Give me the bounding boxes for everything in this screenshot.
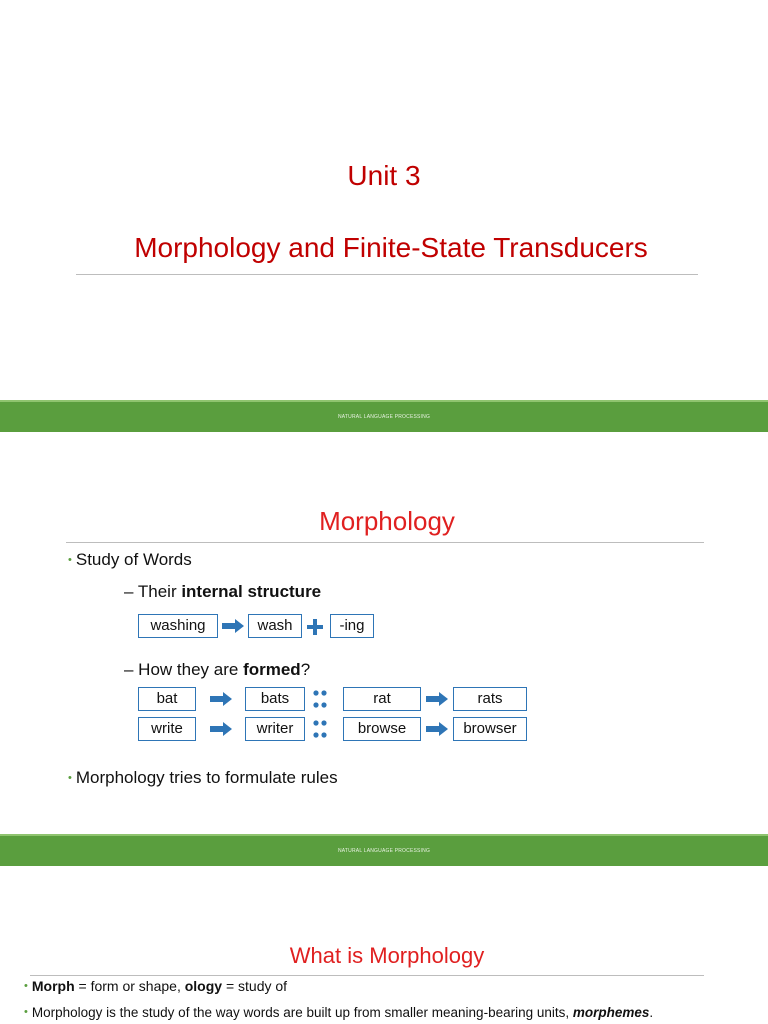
arrow-right-icon bbox=[426, 692, 448, 706]
plus-icon bbox=[307, 619, 323, 635]
slide3-title-rule bbox=[30, 975, 704, 976]
slide3-bullet1: • Morph = form or shape, ology = study of bbox=[24, 978, 288, 994]
morph-box: rats bbox=[453, 687, 527, 711]
slide2-title: Morphology bbox=[319, 506, 455, 536]
bullet-dot-icon: • bbox=[24, 980, 28, 992]
slide2-bullet1: • Study of Words bbox=[68, 550, 192, 569]
slide1-title-rule bbox=[76, 274, 698, 275]
slide3-bullet2: • Morphology is the study of the way words are built up from smaller meaning-bearing units, morphemes. bbox=[24, 1005, 654, 1020]
slide2-bullet2: • Morphology tries to formulate rules bbox=[68, 768, 338, 787]
slide2-sub2: – How they are formed? bbox=[124, 660, 311, 679]
arrow-right-icon bbox=[426, 722, 448, 736]
arrow-right-icon bbox=[210, 692, 232, 706]
slide2-footer-band: NATURAL LANGUAGE PROCESSING bbox=[0, 836, 768, 866]
morph-box: write bbox=[138, 717, 196, 741]
slide3-title: What is Morphology bbox=[289, 943, 485, 968]
slide2-title-rule bbox=[66, 542, 704, 543]
bullet-dot-icon: • bbox=[68, 772, 72, 784]
bullet-dot-icon: • bbox=[24, 1006, 28, 1018]
analogy-dots-icon bbox=[312, 719, 328, 739]
arrow-right-icon bbox=[222, 619, 244, 633]
morph-box: bat bbox=[138, 687, 196, 711]
morph-box: writer bbox=[245, 717, 305, 741]
morph-box: browse bbox=[343, 717, 421, 741]
slide2-sub1: – Their internal structure bbox=[124, 582, 322, 601]
morph-box: bats bbox=[245, 687, 305, 711]
morph-box: wash bbox=[248, 614, 302, 638]
slide1-title-line1: Unit 3 bbox=[347, 160, 421, 191]
morph-box: washing bbox=[138, 614, 218, 638]
analogy-dots-icon bbox=[312, 689, 328, 709]
arrow-right-icon bbox=[210, 722, 232, 736]
morph-box: browser bbox=[453, 717, 527, 741]
slide1-footer-band: NATURAL LANGUAGE PROCESSING bbox=[0, 402, 768, 432]
bullet-dot-icon: • bbox=[68, 554, 72, 566]
morph-box: rat bbox=[343, 687, 421, 711]
morph-box: -ing bbox=[330, 614, 374, 638]
slide1-title-line2: Morphology and Finite-State Transducers bbox=[134, 232, 648, 263]
